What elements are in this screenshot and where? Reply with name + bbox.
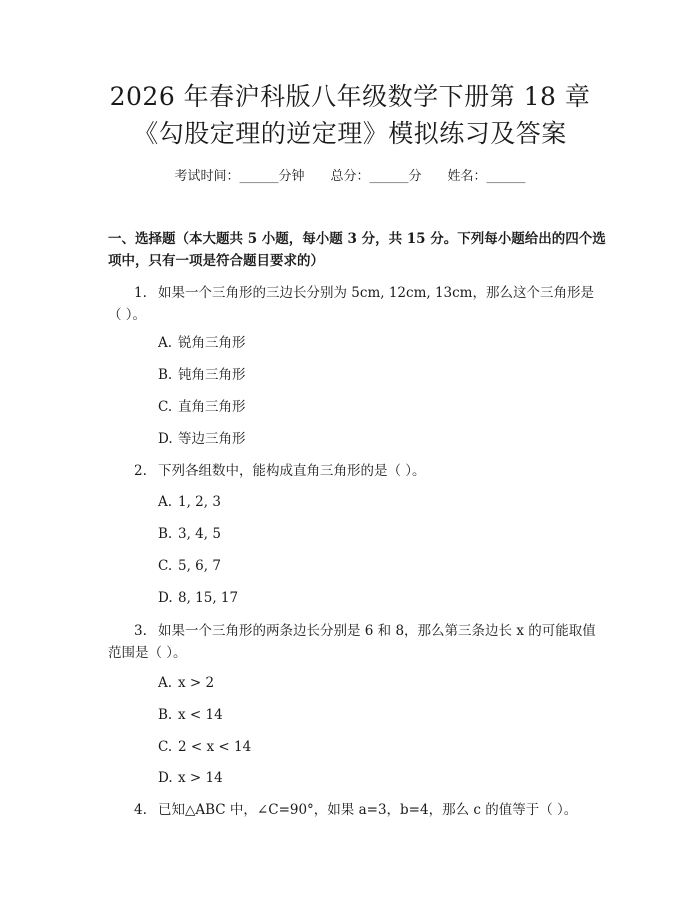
question-2 [108,460,598,482]
total-score-field: 总分：______分 [330,169,422,184]
option-text: x < 14 [178,707,223,723]
question-text: 如果一个三角形的三边长分别为 5cm, 12cm, 13cm，那么这个三角形是（ ）。 [108,285,594,323]
option-label: C. [158,558,173,574]
option-label: A. [158,335,173,351]
question-3-option-b [158,705,223,725]
option-text: 等边三角形 [178,431,246,447]
question-1 [108,282,598,326]
question-1-option-d [158,429,246,449]
section-heading-choice: 一、选择题（本大题共 5 小题，每小题 3 分，共 15 分。下列每小题给出的四个选项中，只有一项是符合题目要求的） [108,231,606,269]
question-3-option-d [158,768,223,788]
option-text: 3, 4, 5 [178,526,221,542]
student-name-field: 姓名：______ [447,169,526,184]
question-2-option-a [158,492,221,512]
exam-time-field: 考试时间：______分钟 [174,169,305,184]
question-3-option-a [158,673,214,693]
option-label: D. [158,431,173,447]
question-text: 下列各组数中，能构成直角三角形的是（ ）。 [158,463,426,479]
option-label: B. [158,367,173,383]
question-2-option-d [158,588,238,608]
question-3-option-c [158,737,251,757]
option-text: 5, 6, 7 [178,558,221,574]
question-3 [108,620,598,664]
option-text: 钝角三角形 [178,367,246,383]
option-label: D. [158,590,173,606]
question-2-option-c [158,556,221,576]
question-1-option-c [158,397,246,417]
question-4 [108,799,598,821]
exam-meta-line [0,167,700,187]
option-text: 1, 2, 3 [178,494,221,510]
question-1-option-b [158,365,246,385]
option-label: B. [158,707,173,723]
document-title-line2: 《勾股定理的逆定理》模拟练习及答案 [133,119,567,148]
question-number: 4. [134,802,147,818]
option-label: B. [158,526,173,542]
option-label: D. [158,770,173,786]
question-number: 2. [134,463,147,479]
option-text: 锐角三角形 [178,335,246,351]
question-number: 1. [134,285,147,301]
option-text: x > 2 [178,675,215,691]
option-label: C. [158,739,173,755]
option-label: A. [158,675,173,691]
option-text: x > 14 [178,770,223,786]
question-2-option-b [158,524,221,544]
option-label: C. [158,399,173,415]
option-text: 直角三角形 [178,399,246,415]
option-label: A. [158,494,173,510]
question-text: 如果一个三角形的两条边长分别是 6 和 8，那么第三条边长 x 的可能取值范围是（ ）。 [108,623,596,661]
question-number: 3. [134,623,147,639]
option-text: 8, 15, 17 [178,590,239,606]
document-title-line1: 2026 年春沪科版八年级数学下册第 18 章 [109,82,591,111]
option-text: 2 < x < 14 [178,739,252,755]
question-1-option-a [158,333,246,353]
question-text: 已知△ABC 中，∠C=90°，如果 a=3，b=4，那么 c 的值等于（ ）。 [158,802,578,818]
